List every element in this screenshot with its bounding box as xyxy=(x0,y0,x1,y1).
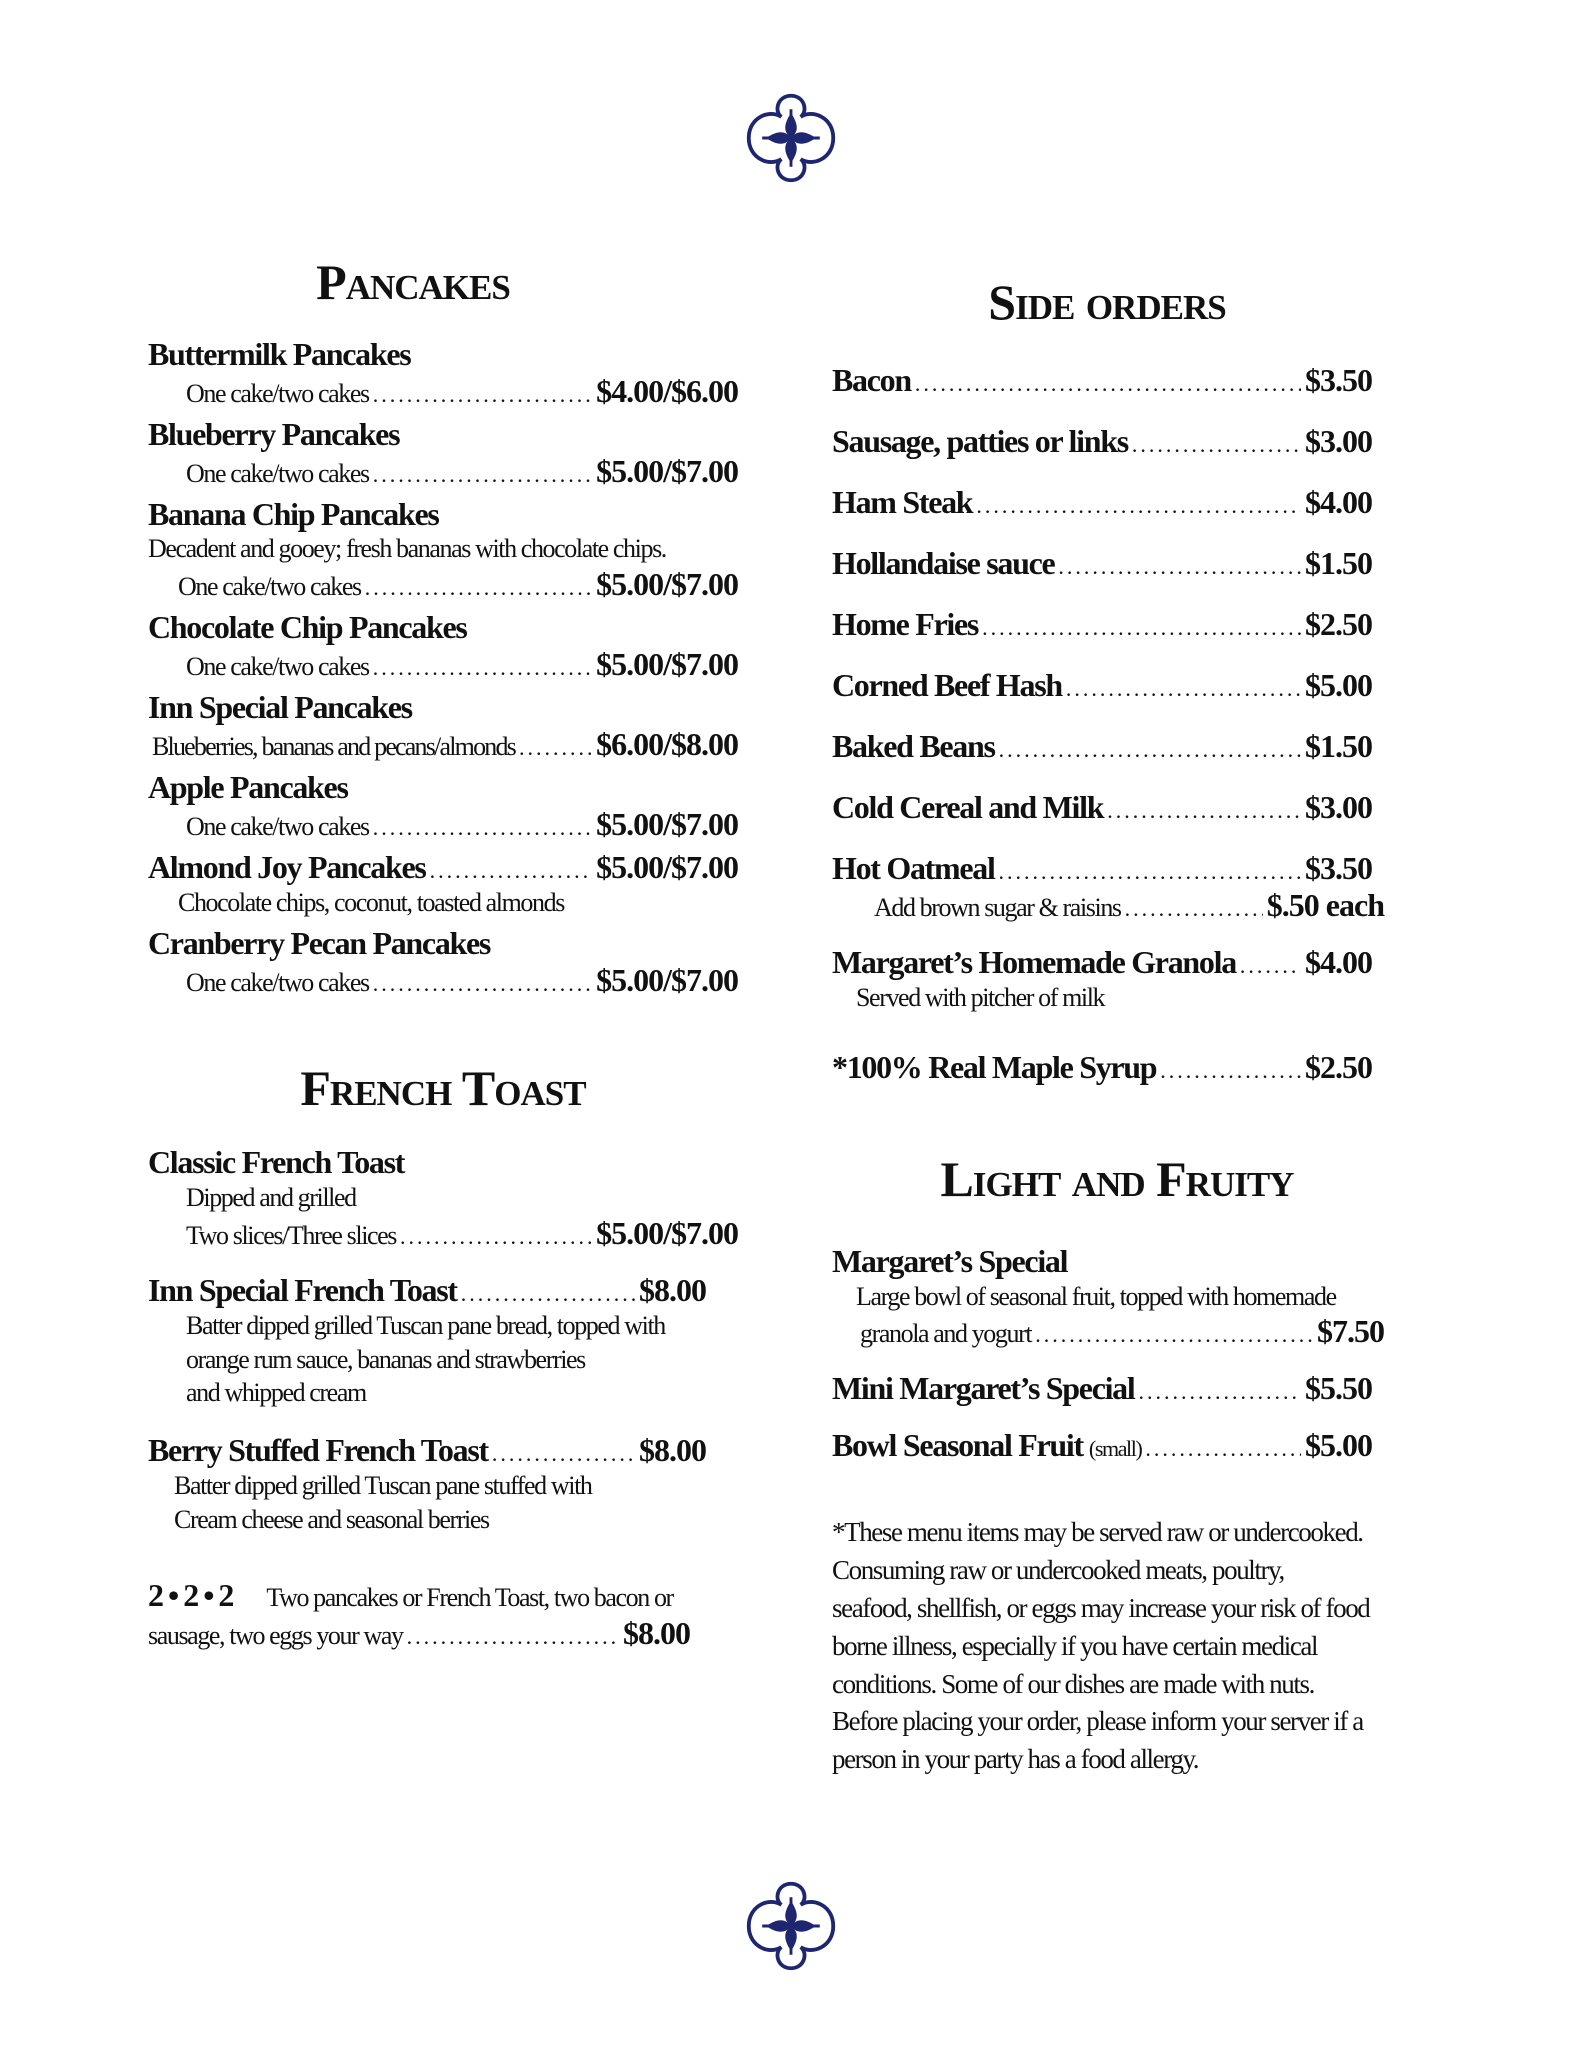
left-column xyxy=(148,255,738,1652)
item-name: Cranberry Pecan Pancakes xyxy=(148,925,491,962)
combo-description: Two pancakes or French Toast, two bacon or xyxy=(266,1582,673,1612)
item-description: Decadent and gooey; fresh bananas with chocolate chips. xyxy=(148,534,666,564)
side-orders-list xyxy=(832,362,1432,1086)
menu-item-almond-joy xyxy=(148,849,738,920)
granola-note: Served with pitcher of milk xyxy=(856,983,1105,1012)
light-and-fruity-heading: Light and Fruity xyxy=(940,1150,1294,1207)
light-and-fruity-list xyxy=(832,1243,1432,1465)
item-name: Margaret’s Special xyxy=(832,1242,1068,1279)
menu-item-buttermilk xyxy=(148,336,738,410)
side-item: Corned Beef Hash ..... $5.00 xyxy=(832,667,1372,728)
side-item: Baked Beans ..... $1.50 xyxy=(832,728,1372,789)
french-toast-heading: French Toast xyxy=(300,1060,586,1117)
quatrefoil-ornament-icon xyxy=(743,90,839,186)
item-name: Classic French Toast xyxy=(148,1144,405,1181)
price-row: One cake/two cakes ..... $4.00/$6.00 xyxy=(148,373,738,410)
menu-item-inn-special-french-toast xyxy=(148,1272,738,1410)
item-description: Dipped and grilled xyxy=(186,1182,356,1212)
combo-222 xyxy=(148,1577,738,1652)
quatrefoil-ornament-icon xyxy=(743,1878,839,1974)
menu-item-apple xyxy=(148,769,738,843)
oatmeal-addon: Add brown sugar & raisins ..... $.50 each xyxy=(832,887,1384,924)
item-name: Chocolate Chip Pancakes xyxy=(148,609,467,646)
allergy-disclaimer xyxy=(832,1514,1432,1779)
disclaimer-line: *These menu items may be served raw or undercooked. xyxy=(832,1517,1363,1548)
side-item: Hot Oatmeal ..... $3.50 xyxy=(832,850,1372,887)
side-item: *100% Real Maple Syrup ..... $2.50 xyxy=(832,1049,1372,1086)
menu-item-blueberry xyxy=(148,416,738,490)
side-item: Hollandaise sauce ..... $1.50 xyxy=(832,545,1372,606)
price-row: One cake/two cakes ..... $5.00/$7.00 xyxy=(148,806,738,843)
disclaimer-line: seafood, shellfish, or eggs may increase your risk of food xyxy=(832,1592,1370,1623)
item-name: Buttermilk Pancakes xyxy=(148,336,411,372)
side-item: Bacon ..... $3.50 xyxy=(832,362,1372,423)
side-item: Margaret’s Homemade Granola ..... $4.00 xyxy=(832,944,1372,981)
menu-item-chocolate-chip xyxy=(148,609,738,683)
menu-item-classic-french-toast xyxy=(148,1144,738,1252)
right-column xyxy=(832,275,1432,1779)
price-row: One cake/two cakes ..... $5.00/$7.00 xyxy=(148,566,738,603)
price-row: Blueberries, bananas and pecans/almonds ..... $6.00/$8.00 xyxy=(148,726,738,763)
item-description-line: Batter dipped grilled Tuscan pane bread, topped with xyxy=(186,1310,665,1340)
price-row: One cake/two cakes ..... $5.00/$7.00 xyxy=(148,962,738,999)
price-row: One cake/two cakes ..... $5.00/$7.00 xyxy=(148,453,738,490)
item-description-line: Batter dipped grilled Tuscan pane stuffed with xyxy=(174,1471,592,1501)
side-item: Home Fries ..... $2.50 xyxy=(832,606,1372,667)
item-name: Inn Special Pancakes xyxy=(148,688,412,725)
combo-label: 2•2•2 xyxy=(148,1576,239,1613)
item-description-line: and whipped cream xyxy=(186,1378,366,1408)
pancakes-heading: Pancakes xyxy=(316,254,510,310)
item-description: Large bowl of seasonal fruit, topped with homemade xyxy=(856,1281,1336,1311)
item-description: Chocolate chips, coconut, toasted almonds xyxy=(178,887,564,917)
menu-item-cranberry-pecan xyxy=(148,925,738,999)
disclaimer-line: person in your party has a food allergy. xyxy=(832,1744,1199,1775)
price-row: granola and yogurt ..... $7.50 xyxy=(832,1313,1384,1350)
price-row: Two slices/Three slices ..... $5.00/$7.00 xyxy=(148,1215,738,1252)
side-item: Cold Cereal and Milk ..... $3.00 xyxy=(832,789,1372,850)
disclaimer-line: Consuming raw or undercooked meats, poultry, xyxy=(832,1555,1284,1586)
mini-special: Mini Margaret’s Special ..... $5.50 xyxy=(832,1370,1372,1407)
menu-item-berry-stuffed-french-toast xyxy=(148,1432,738,1537)
side-item: Sausage, patties or links ..... $3.00 xyxy=(832,423,1372,484)
price-row: sausage, two eggs your way ..... $8.00 xyxy=(148,1615,738,1652)
menu-item-banana-chip xyxy=(148,496,738,604)
bowl-seasonal-fruit: Bowl Seasonal Fruit (small) ..... $5.00 xyxy=(832,1427,1372,1464)
item-description-line: orange rum sauce, bananas and strawberries xyxy=(186,1344,585,1374)
item-description-line: Cream cheese and seasonal berries xyxy=(174,1504,489,1534)
price-row: Almond Joy Pancakes ..... $5.00/$7.00 xyxy=(148,849,738,886)
disclaimer-line: borne illness, especially if you have certain medical xyxy=(832,1630,1318,1661)
menu-item-inn-special xyxy=(148,689,738,763)
item-name: Banana Chip Pancakes xyxy=(148,495,439,532)
item-name: Apple Pancakes xyxy=(148,768,348,805)
item-name: Blueberry Pancakes xyxy=(148,415,400,452)
disclaimer-line: conditions. Some of our dishes are made with nuts. xyxy=(832,1668,1314,1699)
price-row: Berry Stuffed French Toast ..... $8.00 xyxy=(148,1432,738,1469)
side-item: Ham Steak ..... $4.00 xyxy=(832,484,1372,545)
side-orders-heading: Side orders xyxy=(988,274,1226,330)
disclaimer-line: Before placing your order, please inform your server if a xyxy=(832,1706,1363,1737)
price-row: Inn Special French Toast ..... $8.00 xyxy=(148,1272,738,1309)
price-row: One cake/two cakes ..... $5.00/$7.00 xyxy=(148,646,738,683)
